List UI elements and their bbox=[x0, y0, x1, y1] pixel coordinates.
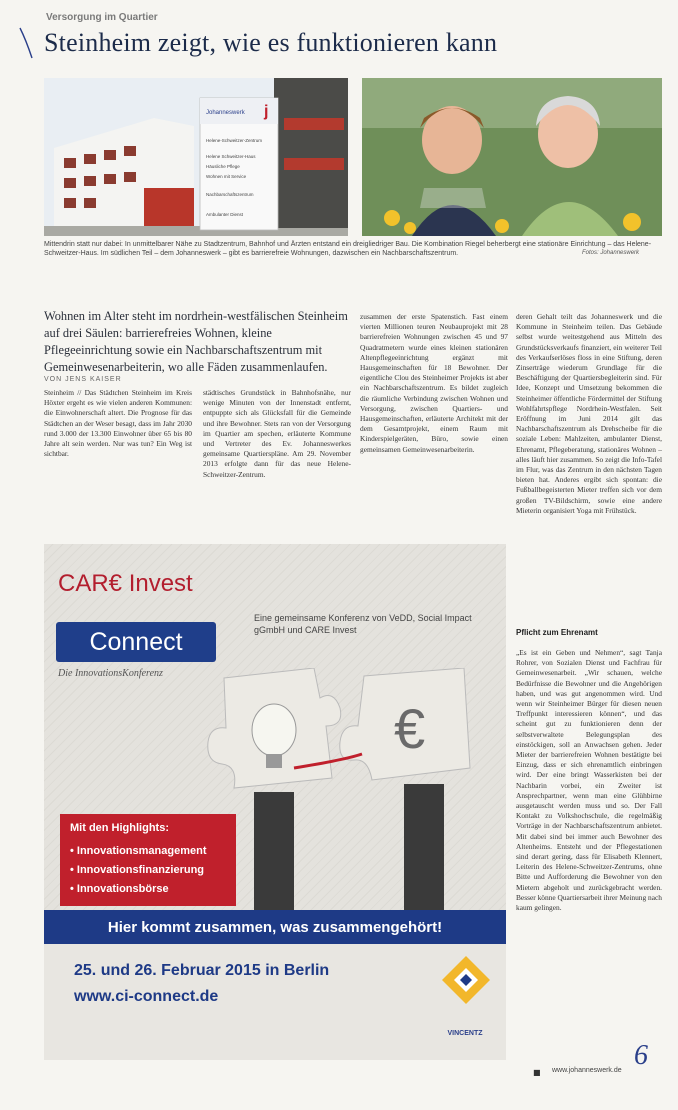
highlights-title: Mit den Highlights: bbox=[70, 822, 169, 834]
footer-square-icon: ■ bbox=[533, 1068, 541, 1077]
vincentz-label: VINCENTZ bbox=[447, 1030, 483, 1037]
handwritten-pen-mark bbox=[18, 26, 36, 60]
highlight-item: • Innovationsmanagement bbox=[70, 845, 207, 857]
highlights-list bbox=[70, 842, 207, 899]
article-column-1: Steinheim // Das Städtchen Steinheim im Kreis Höxter ergeht es wie vielen anderen Kommunen: die Einwohnerschaft altert. Die Prognose für das Städtchen an der Weser besagt, dass im Jahr 2030 rund 3.000 der 13.300 Einwohner über 65 bis 80 Jahre alt sein werden. Nur was tun? Ein Weg ist sichtbar. bbox=[44, 388, 192, 459]
photo-credit: Fotos: Johanneswerk bbox=[582, 250, 640, 256]
highlight-item: • Innovationsfinanzierung bbox=[70, 864, 205, 876]
sign-line: Helene-Schweitzer-Zentrum bbox=[206, 138, 263, 143]
building-photo bbox=[44, 78, 348, 236]
connect-subtitle: Die InnovationsKonferenz bbox=[58, 668, 163, 679]
puzzle-illustration bbox=[194, 668, 494, 910]
event-date: 25. und 26. Februar 2015 in Berlin bbox=[74, 962, 330, 979]
handwritten-page-number: 6 bbox=[634, 1040, 648, 1071]
vincentz-logo-icon bbox=[440, 954, 492, 1042]
article-subhead: Pflicht zum Ehrenamt bbox=[516, 628, 598, 637]
sign-line: Helene Schweitzer-Haus bbox=[206, 154, 256, 159]
ad-tagline: Hier kommt zusammen, was zusammengehört! bbox=[44, 910, 506, 944]
sign-line: Häusliche Pflege bbox=[206, 164, 240, 169]
article-column-4: deren Gehalt teilt das Johanneswerk und die Kommune in Steinheim teilen. Das Gebäude selbst wurde weitestgehend aus Mitteln des Grundstücksverkaufs finanziert, ein weiterer Teil des Verkaufserlöses floss in eine Stiftung, deren Zinserträge wiederum Grundlage für die Beschäftigung der Quartiersbegleiterin sind. Für Idee, Konzept und Umsetzung bekommen die Steinheimer öffentliche Fördermittel der Stiftung Wohlfahrtspflege Nordrhein-Westfalen. Seit Eröffnung im Juni 2014 gilt das Nachbarschaftszentrum als Drehscheibe für die soziale Leben: Mahlzeiten, ambulanter Dienst, Ehrenamt, Pflegeberatung, stationäres Wohnen – alles läuft hier zusammen. So zeigt die Info-Tafel im Flur, was das Zentrum in den nächsten Tagen bieten hat. Anderes ergibt sich spontan: die Fußballbegeisterten Mieter treffen sich vor dem großen TV-Bildschirm, sowie eine andere Mieterin organisiert Yoga mit Frühstück. bbox=[516, 312, 662, 515]
section-kicker: Versorgung im Quartier bbox=[46, 12, 158, 23]
event-url-link[interactable]: www.ci-connect.de bbox=[74, 988, 219, 1005]
photo-caption: Mittendrin statt nur dabei: In unmittelbarer Nähe zu Stadtzentrum, Bahnhof und Ärzten entstand ein dreigliedriger Bau. Die Kombination Riegel beherbergt eine stationäre Einrichtung – das Helene-Schweitzer-Haus. Im südlichen Teil – dem Johanneswerk – gibt es barrierefreie Wohnungen, dazwischen ein Nachbarschaftszentrum. bbox=[44, 241, 652, 257]
article-headline: Steinheim zeigt, wie es funktionieren kann bbox=[44, 28, 498, 57]
care-invest-logo: CAR€ Invest bbox=[58, 570, 193, 597]
sign-line: Ambulanter Dienst bbox=[206, 212, 244, 217]
footer-url: www.johanneswerk.de bbox=[552, 1067, 622, 1074]
article-column-4-continued: „Es ist ein Geben und Nehmen“, sagt Tanja Rohrer, von Sozialen Dienst und Fachfrau für Gemeinwesenarbeit. „Wir schauen, welche Bedürfnisse die Bewohner und die Angehörigen haben, und was gut angenommen wird. Und wenn wir Steinheimer Bürger für diesen neuen Treffpunkt interessieren können“, und das scheint gut zu funktionieren denn der selbstverwaltete Belegungsplan des einstöckigen, soll an Anwachsen gehen. Jeder Mieter der barrierefreien Wohnen bestätigte bei Einzug, dass er sich ehrenamtlich einbringen wird. Der eine bringt Wasserkisten bei der Nachbarin vorbei, ein Zweiter ist Ansprechpartner, wenn man eine Glühbirne ausgetauscht werden muss und so. Der Fall Kontakt zu Volkshochschule, die regelmäßig Vorträge in der Nachbarschaftszentrum anbietet. Mit dabei sind bei immer auch Bewohner des Altenheims. Entsteht und der Pflegestationen sind derart gering, dass für Elisabeth Klennert, Leiterin des Helene-Schweitzer-Zentrums, ohne Bitte und Aufforderung die Bewohner von den Mietern abgeholt und zurückgebracht werden. Besser könne Quartiersarbeit ihrer Meinung nach kaum gelingen. bbox=[516, 648, 662, 913]
advertisement[interactable] bbox=[44, 544, 506, 1060]
highlight-item: • Innovationsbörse bbox=[70, 883, 169, 895]
highlights-box bbox=[60, 814, 236, 906]
byline: VON JENS KAISER bbox=[44, 376, 122, 383]
article-lead: Wohnen im Alter steht im nordrhein-westfälischen Steinheim auf drei Säulen: barrierefreies Wohnen, kleine Pflegeeinrichtung sowie ein Nachbarschaftszentrum mit Gemeinwesenarbeiterin, wo alle Fäden zusammenlaufen. bbox=[44, 309, 348, 374]
sign-line: Nachbarschaftszentrum bbox=[206, 192, 254, 197]
article-column-2: städtisches Grundstück in Bahnhofsnähe, nur wenige Minuten von der Innenstadt entfernt, entpuppte sich als Glücksfall für die Gemeinde und ihre Bewohner. Stets ran von der Versorgung im Quartier am spechen, erläuterte Kommune und Vertreter des Ev. Johanneswerkes gemeinsame Quartierspläne. Am 29. November 2013 erfolgte dann für das neue Helene-Schweitzer-Zentrum. bbox=[203, 388, 351, 479]
residents-photo bbox=[362, 78, 662, 236]
euro-icon: € bbox=[394, 697, 426, 760]
article-column-3: zusammen der erste Spatenstich. Fast einem vierten Millionen teuren Neubauprojekt mit 28 barrierefreien Wohnungen zwischen 45 und 97 Quadratmetern wurde eines kleinen stationären Altenpflegeeinrichtung ergänzt mit Hausgemeinschaften für 18 Bewohner. Der eigentliche Clou des Steinheimer Projekts ist aber ein Nachbarschaftszentrum. Es bildet zugleich die räumliche Verbindung zwischen Wohnen und Versorgung, zwischen Quartiers- und Hausgemeinschaften, erläuterte Architekt mit der dem Gesamtprojekt, einem Raum mit Kinderspielgeräten, Büro, sowie einen gemeinsamen Gemeinwesenarbeiterin. bbox=[360, 312, 508, 454]
connect-badge: Connect bbox=[56, 622, 216, 662]
svg-text:j: j bbox=[264, 103, 269, 120]
sign-line: Wohnen mit Service bbox=[206, 174, 247, 179]
conference-description: Eine gemeinsame Konferenz von VeDD, Social Impact gGmbH und CARE Invest bbox=[254, 613, 472, 635]
sign-line: Johanneswerk bbox=[206, 110, 245, 116]
